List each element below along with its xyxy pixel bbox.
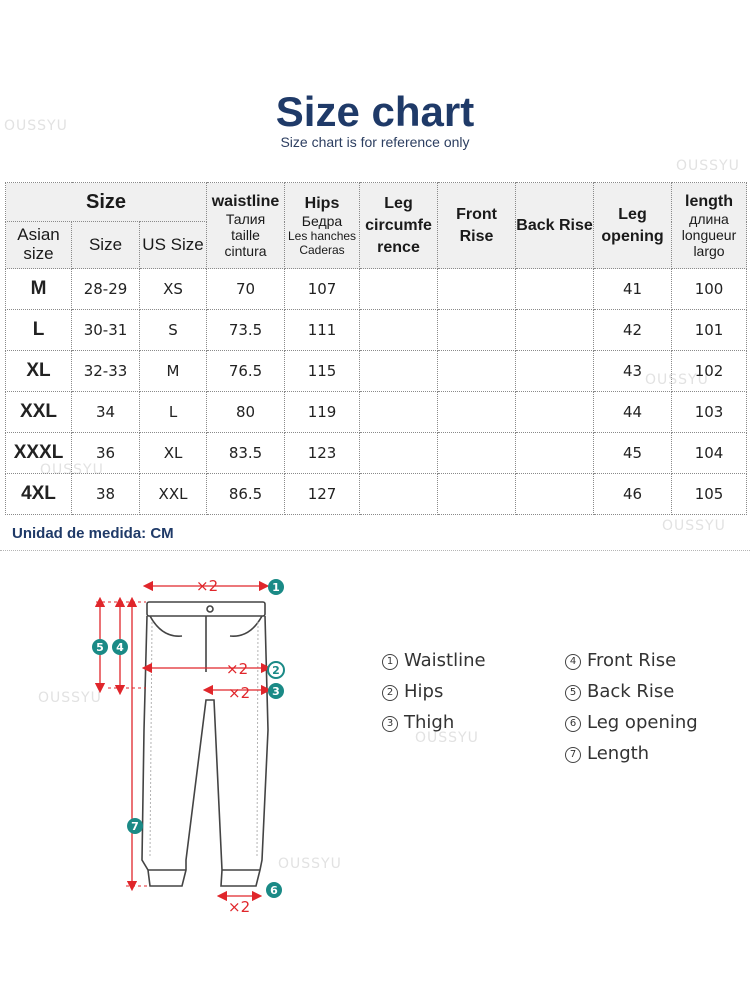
cell-asian: XL bbox=[6, 351, 72, 392]
cell-length: 102 bbox=[672, 351, 747, 392]
cell-leg-circ bbox=[360, 392, 438, 433]
cell-waist: 83.5 bbox=[207, 433, 285, 474]
table-row bbox=[6, 310, 747, 351]
marker-2-label: 2 bbox=[272, 664, 280, 677]
watermark: OUSSYU bbox=[662, 518, 726, 534]
pants-diagram bbox=[0, 560, 340, 920]
cell-front-rise bbox=[438, 392, 516, 433]
cell-front-rise bbox=[438, 351, 516, 392]
table-row bbox=[6, 474, 747, 515]
cell-hips: 111 bbox=[285, 310, 360, 351]
size-header: Size bbox=[72, 222, 140, 269]
page-subtitle: Size chart is for reference only bbox=[280, 134, 470, 150]
table-row bbox=[6, 351, 747, 392]
cell-waist: 76.5 bbox=[207, 351, 285, 392]
cell-front-rise bbox=[438, 310, 516, 351]
cell-waist: 80 bbox=[207, 392, 285, 433]
size-group-header: Size bbox=[6, 183, 207, 222]
table-row bbox=[6, 392, 747, 433]
cell-back-rise bbox=[516, 269, 594, 310]
cell-hips: 119 bbox=[285, 392, 360, 433]
legend-item-hips: 2 Hips bbox=[382, 681, 443, 702]
cell-us: XL bbox=[140, 433, 207, 474]
watermark: OUSSYU bbox=[676, 158, 740, 174]
cell-hips: 123 bbox=[285, 433, 360, 474]
cell-asian: M bbox=[6, 269, 72, 310]
cell-leg-opening: 46 bbox=[594, 474, 672, 515]
legend-item-back-rise: 5 Back Rise bbox=[565, 681, 674, 702]
cell-waist: 73.5 bbox=[207, 310, 285, 351]
cell-asian: XXXL bbox=[6, 433, 72, 474]
cell-back-rise bbox=[516, 433, 594, 474]
front-rise-header: Front Rise bbox=[438, 183, 516, 269]
cell-back-rise bbox=[516, 351, 594, 392]
cell-front-rise bbox=[438, 474, 516, 515]
cell-hips: 115 bbox=[285, 351, 360, 392]
length-header: length длина longueur largo bbox=[672, 183, 747, 269]
leg-circumference-header: Leg circumfe rence bbox=[360, 183, 438, 269]
cell-length: 101 bbox=[672, 310, 747, 351]
multiplier-label: ×2 bbox=[228, 898, 251, 916]
cell-leg-circ bbox=[360, 351, 438, 392]
cell-length: 103 bbox=[672, 392, 747, 433]
cell-front-rise bbox=[438, 269, 516, 310]
watermark: OUSSYU bbox=[645, 372, 709, 388]
cell-asian: L bbox=[6, 310, 72, 351]
us-size-header: US Size bbox=[140, 222, 207, 269]
page-title: Size chart bbox=[275, 88, 475, 135]
leg-opening-header: Leg opening bbox=[594, 183, 672, 269]
asian-size-header: Asian size bbox=[6, 222, 72, 269]
legend-item-length: 7 Length bbox=[565, 743, 649, 764]
legend-item-leg-opening: 6 Leg opening bbox=[565, 712, 698, 733]
multiplier-label: ×2 bbox=[228, 684, 251, 702]
cell-hips: 127 bbox=[285, 474, 360, 515]
cell-leg-circ bbox=[360, 310, 438, 351]
cell-leg-circ bbox=[360, 269, 438, 310]
cell-back-rise bbox=[516, 474, 594, 515]
watermark: OUSSYU bbox=[415, 730, 479, 746]
marker-3-label: 3 bbox=[272, 685, 280, 698]
cell-us: L bbox=[140, 392, 207, 433]
cell-leg-opening: 45 bbox=[594, 433, 672, 474]
pants-outline bbox=[142, 602, 268, 886]
cell-us: S bbox=[140, 310, 207, 351]
cell-asian: 4XL bbox=[6, 474, 72, 515]
cell-size: 30-31 bbox=[72, 310, 140, 351]
watermark: OUSSYU bbox=[38, 690, 102, 706]
cell-length: 100 bbox=[672, 269, 747, 310]
cell-waist: 70 bbox=[207, 269, 285, 310]
dimension-lines bbox=[100, 586, 266, 896]
multiplier-label: ×2 bbox=[196, 577, 219, 595]
cell-us: XS bbox=[140, 269, 207, 310]
table-row bbox=[6, 433, 747, 474]
legend-item-front-rise: 4 Front Rise bbox=[565, 650, 676, 671]
cell-size: 36 bbox=[72, 433, 140, 474]
unit-note: Unidad de medida: CM bbox=[12, 525, 174, 542]
divider bbox=[0, 550, 750, 551]
cell-length: 104 bbox=[672, 433, 747, 474]
cell-leg-opening: 43 bbox=[594, 351, 672, 392]
cell-back-rise bbox=[516, 392, 594, 433]
marker-6-label: 6 bbox=[270, 884, 278, 897]
marker-1-label: 1 bbox=[272, 581, 280, 594]
marker-4-label: 4 bbox=[116, 641, 124, 654]
cell-asian: XXL bbox=[6, 392, 72, 433]
watermark: OUSSYU bbox=[4, 118, 68, 134]
cell-us: M bbox=[140, 351, 207, 392]
cell-size: 32-33 bbox=[72, 351, 140, 392]
marker-5-label: 5 bbox=[96, 641, 104, 654]
cell-size: 28-29 bbox=[72, 269, 140, 310]
cell-leg-opening: 42 bbox=[594, 310, 672, 351]
cell-front-rise bbox=[438, 433, 516, 474]
cell-length: 105 bbox=[672, 474, 747, 515]
cell-leg-opening: 41 bbox=[594, 269, 672, 310]
table-row bbox=[6, 269, 747, 310]
cell-hips: 107 bbox=[285, 269, 360, 310]
watermark: OUSSYU bbox=[40, 462, 104, 478]
cell-waist: 86.5 bbox=[207, 474, 285, 515]
legend-item-thigh: 3 Thigh bbox=[382, 712, 454, 733]
waistline-header: waistline Талия taille cintura bbox=[207, 183, 285, 269]
cell-leg-circ bbox=[360, 474, 438, 515]
cell-back-rise bbox=[516, 310, 594, 351]
cell-leg-opening: 44 bbox=[594, 392, 672, 433]
hips-header: Hips Бедра Les hanches Caderas bbox=[285, 183, 360, 269]
watermark: OUSSYU bbox=[278, 856, 342, 872]
legend-item-waistline: 1 Waistline bbox=[382, 650, 486, 671]
multiplier-label: ×2 bbox=[226, 660, 249, 678]
cell-size: 34 bbox=[72, 392, 140, 433]
cell-leg-circ bbox=[360, 433, 438, 474]
back-rise-header: Back Rise bbox=[516, 183, 594, 269]
size-chart-table bbox=[5, 182, 747, 515]
cell-size: 38 bbox=[72, 474, 140, 515]
cell-us: XXL bbox=[140, 474, 207, 515]
marker-7-label: 7 bbox=[131, 820, 139, 833]
